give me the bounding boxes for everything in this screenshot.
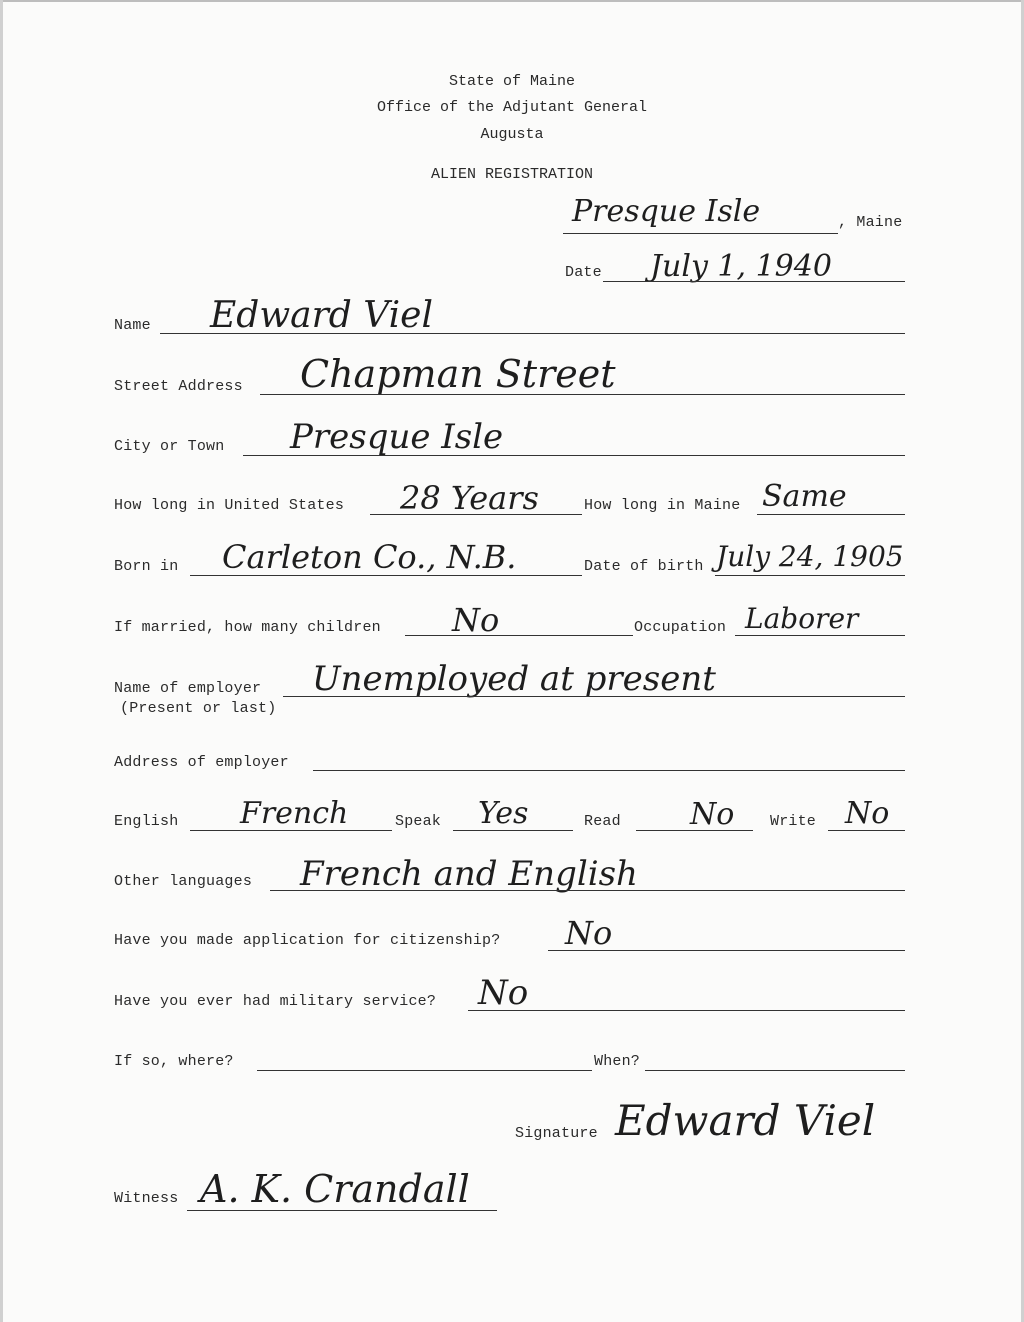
us-duration-line	[370, 514, 582, 515]
speak-label: Speak	[395, 813, 442, 830]
born-in-line	[190, 575, 582, 576]
born-in-label: Born in	[114, 558, 179, 575]
speak-line	[453, 830, 573, 831]
maine-duration-line	[757, 514, 905, 515]
form-title: ALIEN REGISTRATION	[430, 166, 594, 183]
street-address-label: Street Address	[114, 378, 243, 395]
dob-label: Date of birth	[584, 558, 704, 575]
signature-value: Edward Viel	[615, 1096, 876, 1145]
place-suffix: , Maine	[838, 214, 903, 231]
read-value: No	[690, 797, 735, 832]
us-duration-value: 28 Years	[400, 479, 539, 517]
other-languages-line	[270, 890, 905, 891]
city-line	[243, 455, 905, 456]
write-line	[828, 830, 905, 831]
where-line	[257, 1070, 592, 1071]
occupation-label: Occupation	[634, 619, 727, 636]
maine-duration-value: Same	[762, 479, 847, 514]
employer-address-label: Address of employer	[114, 754, 289, 771]
read-line	[636, 830, 753, 831]
name-line	[160, 333, 905, 334]
name-label: Name	[114, 317, 151, 334]
street-address-line	[260, 394, 905, 395]
write-label: Write	[770, 813, 817, 830]
city-value: Presque Isle	[290, 417, 504, 457]
witness-value: A. K. Crandall	[200, 1167, 470, 1211]
employer-sublabel: (Present or last)	[120, 700, 277, 717]
english-value: French	[240, 796, 349, 831]
english-label: English	[114, 813, 179, 830]
employer-line	[283, 696, 905, 697]
date-value: July 1, 1940	[650, 249, 832, 284]
children-value: No	[452, 601, 500, 639]
military-label: Have you ever had military service?	[114, 993, 437, 1010]
employer-value: Unemployed at present	[312, 659, 716, 699]
date-label: Date	[565, 264, 602, 281]
when-line	[645, 1070, 905, 1071]
citizenship-label: Have you made application for citizenship?	[114, 932, 501, 949]
scan-edge-left	[0, 0, 3, 1322]
street-address-value: Chapman Street	[300, 352, 616, 396]
where-label: If so, where?	[114, 1053, 234, 1070]
born-in-value: Carleton Co., N.B.	[222, 538, 517, 576]
read-label: Read	[584, 813, 621, 830]
employer-label: Name of employer	[114, 680, 262, 697]
employer-address-line	[313, 770, 905, 771]
english-line	[190, 830, 392, 831]
date-line	[603, 281, 905, 282]
dob-line	[715, 575, 905, 576]
name-value: Edward Viel	[210, 295, 433, 336]
maine-duration-label: How long in Maine	[584, 497, 741, 514]
scan-edge-top	[0, 0, 1024, 2]
military-line	[468, 1010, 905, 1011]
military-value: No	[478, 973, 529, 1013]
dob-value: July 24, 1905	[716, 540, 904, 573]
city-label: City or Town	[114, 438, 225, 455]
us-duration-label: How long in United States	[114, 497, 345, 514]
signature-label: Signature	[515, 1125, 598, 1142]
occupation-value: Laborer	[745, 602, 859, 635]
other-languages-value: French and English	[300, 854, 638, 894]
header-state: State of Maine	[448, 73, 576, 90]
children-label: If married, how many children	[114, 619, 381, 636]
header-city: Augusta	[480, 126, 544, 143]
place-value: Presque Isle	[572, 194, 761, 229]
witness-line	[187, 1210, 497, 1211]
other-languages-label: Other languages	[114, 873, 253, 890]
citizenship-line	[548, 950, 905, 951]
write-value: No	[845, 796, 890, 831]
place-line	[563, 233, 838, 234]
children-line	[405, 635, 633, 636]
citizenship-value: No	[565, 914, 613, 952]
header-office: Office of the Adjutant General	[376, 99, 648, 116]
witness-label: Witness	[114, 1190, 179, 1207]
occupation-line	[735, 635, 905, 636]
speak-value: Yes	[478, 796, 529, 831]
when-label: When?	[594, 1053, 641, 1070]
